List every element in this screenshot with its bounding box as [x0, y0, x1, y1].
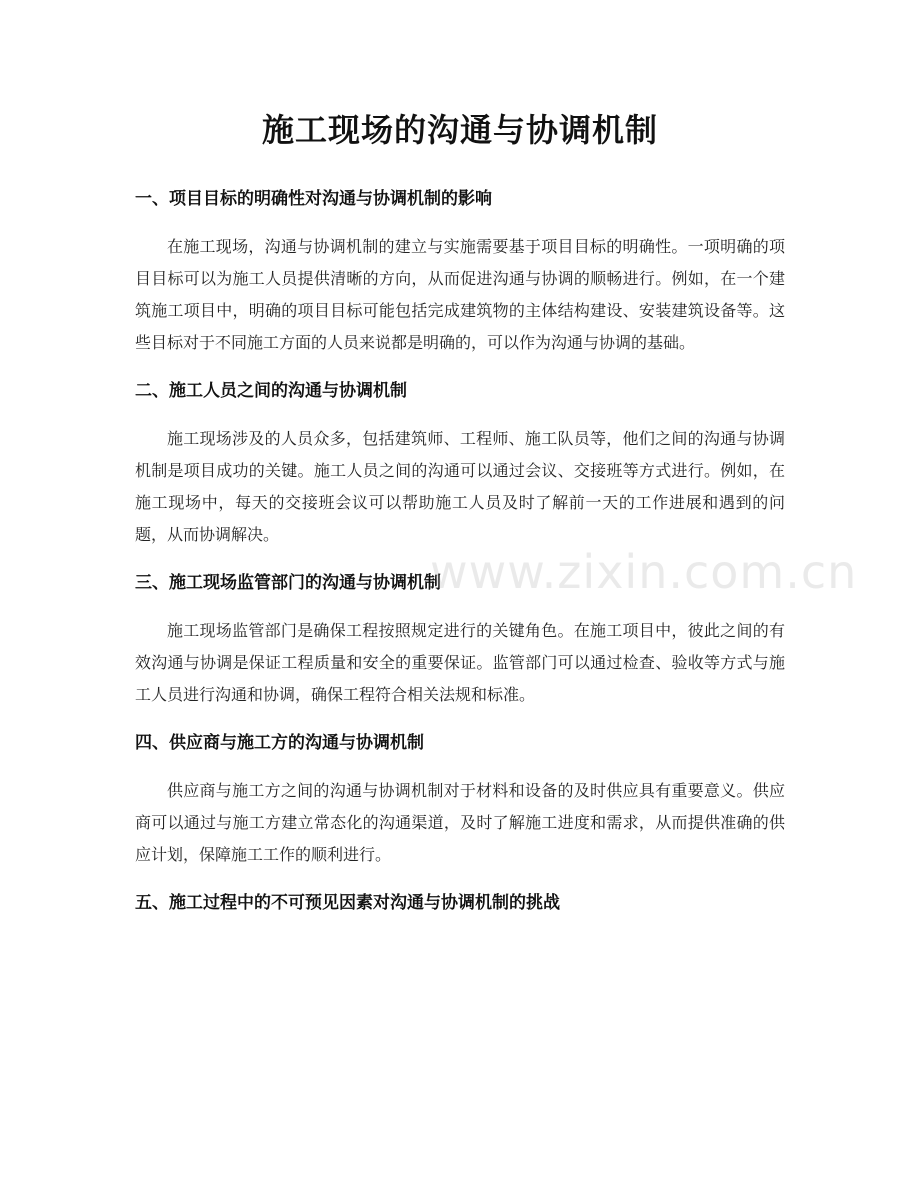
section-heading-1: 一、项目目标的明确性对沟通与协调机制的影响: [135, 189, 492, 209]
section-paragraph-4: 供应商与施工方之间的沟通与协调机制对于材料和设备的及时供应具有重要意义。供应商可以通过与施工方建立常态化的沟通渠道，及时了解施工进度和需求，从而提供准确的供应计划，保障施工工作的顺利进行。: [135, 781, 785, 864]
section-paragraph-3: 施工现场监管部门是确保工程按照规定进行的关键角色。在施工项目中，彼此之间的有效沟通与协调是保证工程质量和安全的重要保证。监管部门可以通过检查、验收等方式与施工人员进行沟通和协调，确保工程符合相关法规和标准。: [135, 621, 785, 704]
watermark-text: www.zixin.com.cn: [430, 545, 858, 599]
section-heading-3: 三、施工现场监管部门的沟通与协调机制: [135, 573, 441, 593]
section-heading-5: 五、施工过程中的不可预见因素对沟通与协调机制的挑战: [135, 893, 560, 913]
section-heading-2: 二、施工人员之间的沟通与协调机制: [135, 381, 407, 401]
section-heading-4: 四、供应商与施工方的沟通与协调机制: [135, 733, 424, 753]
section-paragraph-1: 在施工现场，沟通与协调机制的建立与实施需要基于项目目标的明确性。一项明确的项目目标可以为施工人员提供清晰的方向，从而促进沟通与协调的顺畅进行。例如，在一个建筑施工项目中，明确的项目目标可能包括完成建筑物的主体结构建设、安装建筑设备等。这些目标对于不同施工方面的人员来说都是明确的，可以作为沟通与协调的基础。: [135, 237, 785, 352]
document-body: [135, 184, 785, 935]
page-title: 施工现场的沟通与协调机制: [261, 111, 658, 149]
section-paragraph-2: 施工现场涉及的人员众多，包括建筑师、工程师、施工队员等，他们之间的沟通与协调机制是项目成功的关键。施工人员之间的沟通可以通过会议、交接班等方式进行。例如，在施工现场中，每天的交接班会议可以帮助施工人员及时了解前一天的工作进展和遇到的问题，从而协调解决。: [135, 429, 785, 544]
